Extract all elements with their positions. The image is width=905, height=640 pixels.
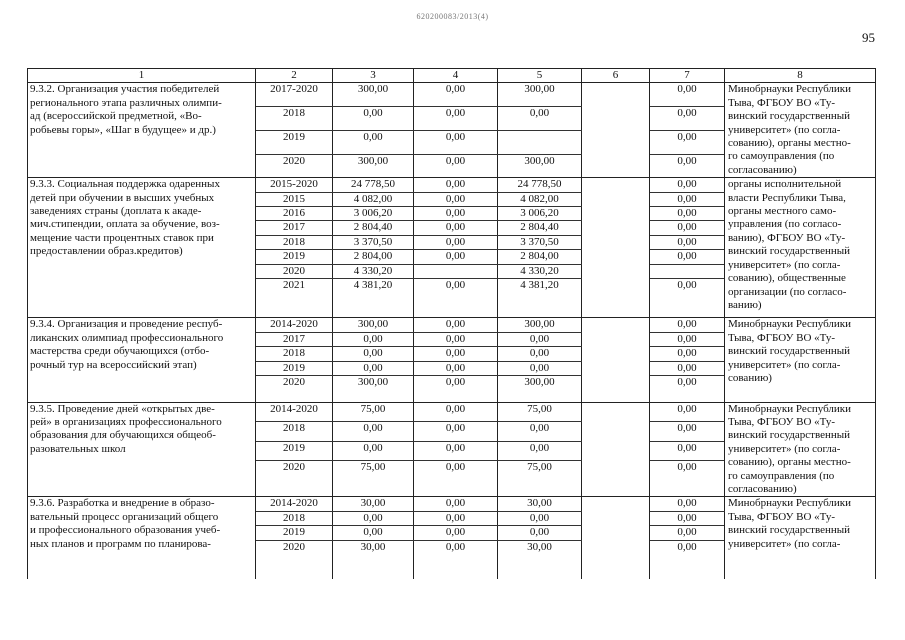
extrabudget-cell: 0,00 [650, 207, 725, 221]
organization-line: сованию), органы местно- [728, 137, 851, 150]
extrabudget-cell: 0,00 [650, 361, 725, 375]
description-line: мич.стипендии, оплата за обучение, воз- [30, 218, 220, 231]
column-header: 3 [333, 69, 414, 83]
local-cell [582, 154, 650, 178]
total-cell: 30,00 [333, 497, 414, 511]
federal-cell: 0,00 [414, 178, 498, 192]
description-line: 9.3.2. Организация участия победителей [30, 83, 220, 96]
organization-line: винский государственный [728, 524, 851, 537]
extrabudget-cell: 0,00 [650, 154, 725, 178]
organization-line: Минобрнауки Республики [728, 318, 852, 331]
activity-description [28, 318, 256, 402]
local-cell [582, 511, 650, 525]
year-cell: 2014-2020 [256, 402, 333, 422]
local-cell [582, 279, 650, 318]
federal-cell: 0,00 [414, 154, 498, 178]
total-cell: 24 778,50 [333, 178, 414, 192]
federal-cell: 0,00 [414, 107, 498, 131]
federal-cell: 0,00 [414, 279, 498, 318]
total-cell: 4 381,20 [333, 279, 414, 318]
republic-cell: 0,00 [498, 361, 582, 375]
extrabudget-cell: 0,00 [650, 130, 725, 154]
republic-cell: 75,00 [498, 461, 582, 497]
year-cell: 2018 [256, 235, 333, 249]
republic-cell: 0,00 [498, 526, 582, 540]
federal-cell: 0,00 [414, 441, 498, 461]
republic-cell: 300,00 [498, 83, 582, 107]
republic-cell: 4 082,00 [498, 192, 582, 206]
republic-cell: 30,00 [498, 497, 582, 511]
column-header: 8 [725, 69, 876, 83]
extrabudget-cell: 0,00 [650, 83, 725, 107]
extrabudget-cell: 0,00 [650, 511, 725, 525]
column-header: 1 [28, 69, 256, 83]
organization-line: университет» (по согла- [728, 442, 841, 455]
organization-line: Минобрнауки Республики [728, 83, 852, 96]
total-cell: 2 804,00 [333, 250, 414, 264]
document-id: 620200083/2013(4) [416, 12, 489, 21]
extrabudget-cell: 0,00 [650, 526, 725, 540]
federal-cell: 0,00 [414, 347, 498, 361]
organization-line: согласованию) [728, 163, 797, 176]
year-cell: 2019 [256, 250, 333, 264]
total-cell: 4 330,20 [333, 264, 414, 278]
total-cell: 300,00 [333, 154, 414, 178]
organization-line: ванию) [728, 298, 762, 311]
total-cell: 0,00 [333, 422, 414, 442]
extrabudget-cell: 0,00 [650, 235, 725, 249]
local-cell [582, 332, 650, 346]
organization-line: сованию), органы местно- [728, 456, 851, 469]
local-cell [582, 526, 650, 540]
local-cell [582, 264, 650, 278]
year-cell: 2017-2020 [256, 83, 333, 107]
federal-cell: 0,00 [414, 221, 498, 235]
local-cell [582, 361, 650, 375]
description-line: мещение части процентных ставок при [30, 231, 214, 244]
header-row [28, 69, 876, 83]
year-cell: 2021 [256, 279, 333, 318]
organization-line: университет» (по согла- [728, 123, 841, 136]
program-activities-table [27, 68, 876, 579]
federal-cell: 0,00 [414, 207, 498, 221]
extrabudget-cell: 0,00 [650, 279, 725, 318]
republic-cell: 3 006,20 [498, 207, 582, 221]
republic-cell: 300,00 [498, 376, 582, 402]
organization-line: винский государственный [728, 245, 851, 258]
organization-line: сованию) [728, 372, 772, 385]
republic-cell: 0,00 [498, 332, 582, 346]
extrabudget-cell: 0,00 [650, 540, 725, 579]
responsible-organizations [725, 83, 876, 178]
year-cell: 2020 [256, 376, 333, 402]
republic-cell: 4 381,20 [498, 279, 582, 318]
federal-cell: 0,00 [414, 332, 498, 346]
total-cell: 0,00 [333, 332, 414, 346]
year-cell: 2020 [256, 154, 333, 178]
year-cell: 2018 [256, 511, 333, 525]
federal-cell: 0,00 [414, 361, 498, 375]
federal-cell: 0,00 [414, 235, 498, 249]
extrabudget-cell: 0,00 [650, 422, 725, 442]
federal-cell: 0,00 [414, 130, 498, 154]
total-cell: 0,00 [333, 361, 414, 375]
federal-cell: 0,00 [414, 422, 498, 442]
republic-cell: 0,00 [498, 107, 582, 131]
year-cell: 2019 [256, 441, 333, 461]
year-cell: 2017 [256, 332, 333, 346]
republic-cell: 2 804,00 [498, 250, 582, 264]
local-cell [582, 192, 650, 206]
description-line: рочный тур на всероссийский этап) [30, 358, 197, 371]
table-row [28, 402, 876, 422]
local-cell [582, 497, 650, 511]
description-line: ад (всероссийской предметной, «Во- [30, 110, 202, 123]
total-cell: 0,00 [333, 441, 414, 461]
organization-line: управления (по согласо- [728, 218, 842, 231]
organization-line: винский государственный [728, 429, 851, 442]
organization-line: Тыва, ФГБОУ ВО «Ту- [728, 415, 836, 428]
table-row [28, 83, 876, 107]
federal-cell: 0,00 [414, 192, 498, 206]
extrabudget-cell: 0,00 [650, 332, 725, 346]
extrabudget-cell: 0,00 [650, 318, 725, 332]
organization-line: го самоуправления (по [728, 150, 835, 163]
extrabudget-cell: 0,00 [650, 441, 725, 461]
republic-cell: 2 804,40 [498, 221, 582, 235]
organization-line: организации (по согласо- [728, 285, 847, 298]
activity-description [28, 402, 256, 497]
republic-cell: 3 370,50 [498, 235, 582, 249]
organization-line: сованию), общественные [728, 272, 846, 285]
description-line: предоставлении образ.кредитов) [30, 245, 183, 258]
organization-line: винский государственный [728, 110, 851, 123]
total-cell: 0,00 [333, 511, 414, 525]
total-cell: 0,00 [333, 526, 414, 540]
total-cell: 300,00 [333, 318, 414, 332]
organization-line: университет» (по согла- [728, 537, 841, 550]
republic-cell: 30,00 [498, 540, 582, 579]
extrabudget-cell [650, 264, 725, 278]
local-cell [582, 376, 650, 402]
total-cell: 75,00 [333, 461, 414, 497]
description-line: разовательных школ [30, 442, 126, 455]
column-header: 2 [256, 69, 333, 83]
table-row [28, 497, 876, 511]
local-cell [582, 130, 650, 154]
total-cell: 3 370,50 [333, 235, 414, 249]
year-cell: 2020 [256, 540, 333, 579]
extrabudget-cell: 0,00 [650, 192, 725, 206]
description-line: детей при обучении в высших учебных [30, 191, 215, 204]
local-cell [582, 347, 650, 361]
year-cell: 2018 [256, 347, 333, 361]
responsible-organizations [725, 178, 876, 318]
column-header: 7 [650, 69, 725, 83]
local-cell [582, 107, 650, 131]
extrabudget-cell: 0,00 [650, 178, 725, 192]
description-line: образования для обучающихся общеоб- [30, 429, 216, 442]
extrabudget-cell: 0,00 [650, 221, 725, 235]
local-cell [582, 461, 650, 497]
extrabudget-cell: 0,00 [650, 107, 725, 131]
year-cell: 2016 [256, 207, 333, 221]
column-header: 6 [582, 69, 650, 83]
local-cell [582, 83, 650, 107]
organization-line: университет» (по согла- [728, 258, 841, 271]
year-cell: 2019 [256, 361, 333, 375]
description-line: 9.3.6. Разработка и внедрение в образо- [30, 497, 215, 510]
organization-line: го самоуправления (по [728, 469, 835, 482]
republic-cell [498, 130, 582, 154]
total-cell: 2 804,40 [333, 221, 414, 235]
extrabudget-cell: 0,00 [650, 461, 725, 497]
organization-line: власти Республики Тыва, [728, 191, 846, 204]
organization-line: Тыва, ФГБОУ ВО «Ту- [728, 331, 836, 344]
local-cell [582, 235, 650, 249]
column-header: 4 [414, 69, 498, 83]
local-cell [582, 441, 650, 461]
total-cell: 3 006,20 [333, 207, 414, 221]
local-cell [582, 178, 650, 192]
federal-cell: 0,00 [414, 540, 498, 579]
year-cell: 2014-2020 [256, 497, 333, 511]
year-cell: 2015 [256, 192, 333, 206]
total-cell: 0,00 [333, 130, 414, 154]
page-number: 95 [862, 30, 875, 45]
year-cell: 2014-2020 [256, 318, 333, 332]
republic-cell: 300,00 [498, 154, 582, 178]
republic-cell: 75,00 [498, 402, 582, 422]
organization-line: Минобрнауки Республики [728, 402, 852, 415]
organization-line: университет» (по согла- [728, 358, 841, 371]
total-cell: 4 082,00 [333, 192, 414, 206]
extrabudget-cell: 0,00 [650, 402, 725, 422]
local-cell [582, 207, 650, 221]
local-cell [582, 318, 650, 332]
extrabudget-cell: 0,00 [650, 347, 725, 361]
total-cell: 300,00 [333, 83, 414, 107]
description-line: 9.3.4. Организация и проведение респуб- [30, 318, 223, 331]
description-line: рей» в организациях профессионального [30, 415, 222, 428]
organization-line: винский государственный [728, 345, 851, 358]
description-line: мастерства среди обучающихся (отбо- [30, 345, 210, 358]
responsible-organizations [725, 497, 876, 580]
federal-cell [414, 264, 498, 278]
description-line: заведениях страны (доплата к акаде- [30, 205, 202, 218]
federal-cell: 0,00 [414, 511, 498, 525]
federal-cell: 0,00 [414, 402, 498, 422]
description-line: и профессионального образования учеб- [30, 524, 221, 537]
year-cell: 2019 [256, 526, 333, 540]
extrabudget-cell: 0,00 [650, 376, 725, 402]
year-cell: 2019 [256, 130, 333, 154]
description-line: 9.3.5. Проведение дней «открытых две- [30, 402, 215, 415]
description-line: регионального этапа различных олимпи- [30, 96, 222, 109]
table-row [28, 178, 876, 192]
extrabudget-cell: 0,00 [650, 497, 725, 511]
federal-cell: 0,00 [414, 318, 498, 332]
organization-line: ванию), ФГБОУ ВО «Ту- [728, 231, 846, 244]
responsible-organizations [725, 402, 876, 497]
federal-cell: 0,00 [414, 83, 498, 107]
republic-cell: 0,00 [498, 347, 582, 361]
local-cell [582, 540, 650, 579]
year-cell: 2017 [256, 221, 333, 235]
republic-cell: 0,00 [498, 422, 582, 442]
column-header: 5 [498, 69, 582, 83]
organization-line: Минобрнауки Республики [728, 497, 852, 510]
activity-description [28, 83, 256, 178]
activity-description [28, 178, 256, 318]
responsible-organizations [725, 318, 876, 402]
activity-description [28, 497, 256, 580]
federal-cell: 0,00 [414, 497, 498, 511]
republic-cell: 0,00 [498, 511, 582, 525]
description-line: вательный процесс организаций общего [30, 510, 219, 523]
description-line: 9.3.3. Социальная поддержка одаренных [30, 178, 220, 191]
local-cell [582, 402, 650, 422]
year-cell: 2018 [256, 107, 333, 131]
year-cell: 2020 [256, 461, 333, 497]
description-line: робьевы горы», «Шаг в будущее» и др.) [30, 123, 216, 136]
republic-cell: 4 330,20 [498, 264, 582, 278]
description-line: ликанских олимпиад профессионального [30, 331, 224, 344]
local-cell [582, 221, 650, 235]
total-cell: 30,00 [333, 540, 414, 579]
total-cell: 0,00 [333, 347, 414, 361]
year-cell: 2015-2020 [256, 178, 333, 192]
local-cell [582, 422, 650, 442]
total-cell: 300,00 [333, 376, 414, 402]
federal-cell: 0,00 [414, 461, 498, 497]
organization-line: органы исполнительной [728, 178, 842, 191]
table-row [28, 318, 876, 332]
republic-cell: 0,00 [498, 441, 582, 461]
federal-cell: 0,00 [414, 250, 498, 264]
organization-line: Тыва, ФГБОУ ВО «Ту- [728, 510, 836, 523]
total-cell: 75,00 [333, 402, 414, 422]
republic-cell: 300,00 [498, 318, 582, 332]
organization-line: органы местного само- [728, 205, 837, 218]
local-cell [582, 250, 650, 264]
republic-cell: 24 778,50 [498, 178, 582, 192]
organization-line: Тыва, ФГБОУ ВО «Ту- [728, 96, 836, 109]
federal-cell: 0,00 [414, 376, 498, 402]
description-line: ных планов и программ по планирова- [30, 537, 211, 550]
extrabudget-cell: 0,00 [650, 250, 725, 264]
federal-cell: 0,00 [414, 526, 498, 540]
organization-line: согласованию) [728, 482, 797, 495]
year-cell: 2018 [256, 422, 333, 442]
total-cell: 0,00 [333, 107, 414, 131]
year-cell: 2020 [256, 264, 333, 278]
